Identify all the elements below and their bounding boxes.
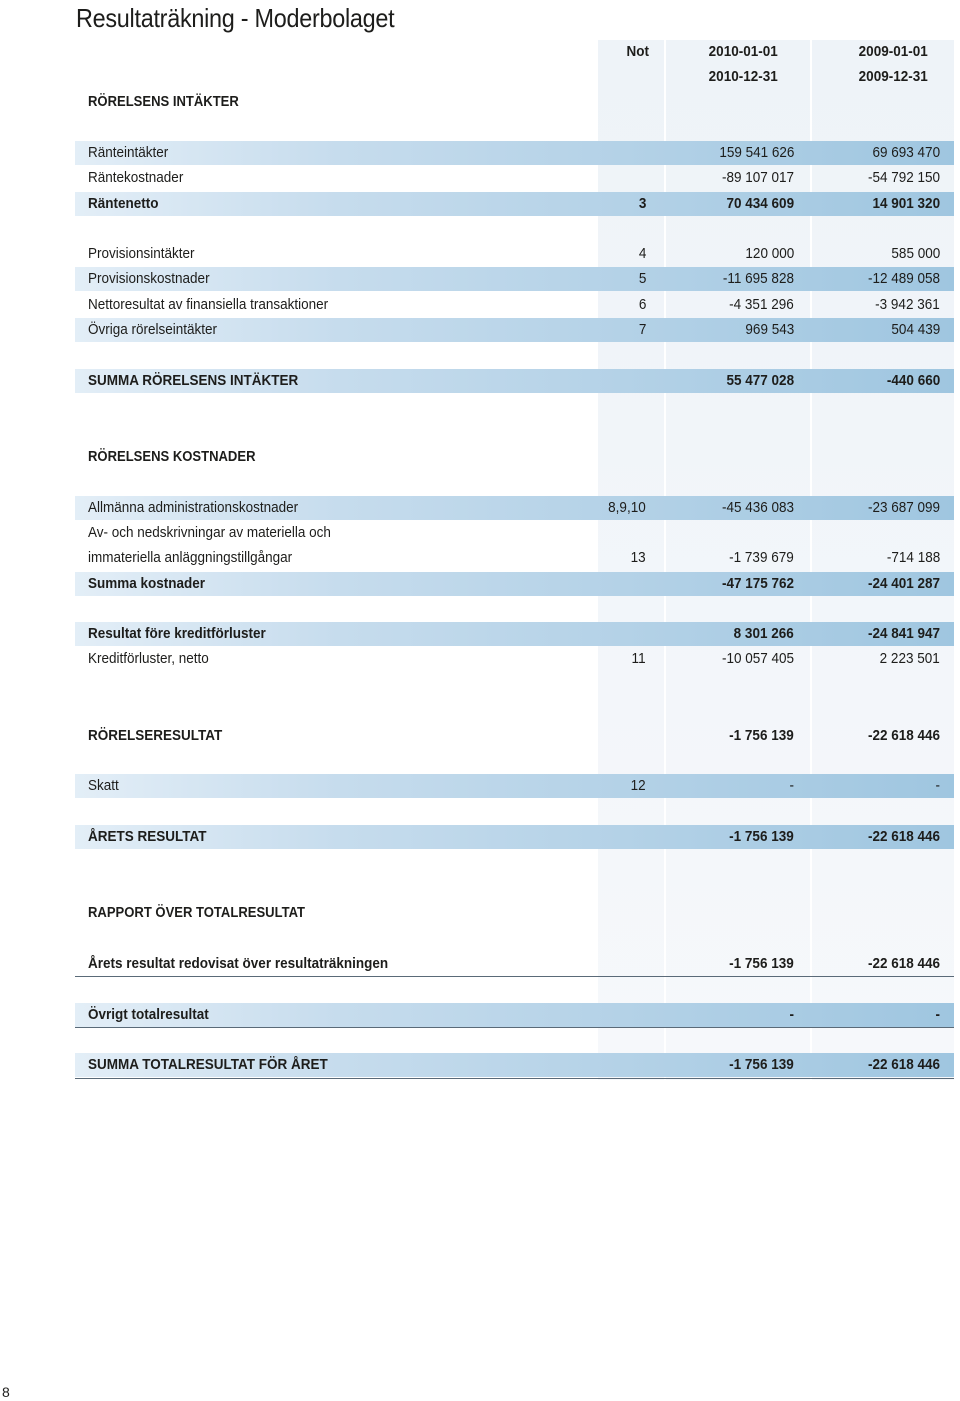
row-value-2010: 969 543 xyxy=(745,321,794,338)
row-note: 7 xyxy=(638,321,646,338)
table-row xyxy=(75,293,954,317)
row-value-2009: -22 618 446 xyxy=(867,828,940,845)
row-value-2010: - xyxy=(789,777,794,794)
table-row xyxy=(75,952,954,976)
table-row xyxy=(75,622,954,646)
row-label: RÖRELSERESULTAT xyxy=(88,727,223,744)
row-value-2009: 14 901 320 xyxy=(872,195,940,212)
row-value-2009: -22 618 446 xyxy=(867,955,940,972)
row-value-2010: 8 301 266 xyxy=(733,625,794,642)
row-label: Provisionsintäkter xyxy=(88,245,195,262)
header-2010-to: 2010-12-31 xyxy=(708,68,778,85)
section-rorelsens-intakter: RÖRELSENS INTÄKTER xyxy=(88,94,239,110)
table-row xyxy=(75,141,954,165)
row-value-2009: -12 489 058 xyxy=(867,270,940,287)
row-note: 12 xyxy=(630,777,646,794)
row-value-2010: -1 756 139 xyxy=(729,828,794,845)
row-value-2010: 70 434 609 xyxy=(726,195,794,212)
row-label: Kreditförluster, netto xyxy=(88,650,209,667)
row-value-2009: -54 792 150 xyxy=(867,169,940,186)
row-value-2010: -1 756 139 xyxy=(729,727,794,744)
row-value-2009: - xyxy=(935,777,940,794)
table-row xyxy=(75,496,954,520)
row-value-2009: -3 942 361 xyxy=(875,296,940,313)
table-row xyxy=(75,825,954,849)
row-note: 6 xyxy=(638,296,646,313)
table-row xyxy=(75,192,954,216)
table-row xyxy=(75,318,954,342)
row-value-2010: 120 000 xyxy=(745,245,794,262)
row-label: Ränteintäkter xyxy=(88,144,169,161)
row-label: Övriga rörelseintäkter xyxy=(88,321,218,338)
row-label: Nettoresultat av finansiella transaktioner xyxy=(88,296,329,313)
row-note: 8,9,10 xyxy=(608,499,646,516)
row-note: 4 xyxy=(638,245,646,262)
row-value-2010: 159 541 626 xyxy=(718,144,794,161)
header-2009-to: 2009-12-31 xyxy=(858,68,928,85)
row-label: SUMMA TOTALRESULTAT FÖR ÅRET xyxy=(88,1056,328,1073)
table-row xyxy=(75,724,954,748)
row-label: Provisionskostnader xyxy=(88,270,210,287)
row-value-2009: -24 841 947 xyxy=(867,625,940,642)
row-value-2009: - xyxy=(935,1006,940,1023)
row-value-2009: 69 693 470 xyxy=(872,144,940,161)
row-label: Summa kostnader xyxy=(88,575,206,592)
row-label: Av- och nedskrivningar av materiella och xyxy=(88,524,331,541)
separator xyxy=(75,1078,954,1079)
section-rorelsens-kostnader: RÖRELSENS KOSTNADER xyxy=(88,449,256,465)
row-value-2009: 585 000 xyxy=(891,245,940,262)
row-label: Årets resultat redovisat över resultaträkningen xyxy=(88,955,389,972)
row-value-2010: -45 436 083 xyxy=(721,499,794,516)
table-row xyxy=(75,546,954,570)
row-value-2009: -22 618 446 xyxy=(867,1056,940,1073)
header-not: Not xyxy=(626,43,649,60)
row-label: SUMMA RÖRELSENS INTÄKTER xyxy=(88,372,299,389)
header-2009-from: 2009-01-01 xyxy=(858,43,928,60)
row-value-2010: -47 175 762 xyxy=(721,575,794,592)
table-row xyxy=(75,267,954,291)
table-row xyxy=(75,521,954,545)
row-note: 5 xyxy=(638,270,646,287)
row-note: 13 xyxy=(630,549,646,566)
row-value-2010: -1 756 139 xyxy=(729,955,794,972)
separator xyxy=(75,1027,954,1028)
table-row xyxy=(75,647,954,671)
table-row xyxy=(75,166,954,190)
row-value-2010: -11 695 828 xyxy=(722,270,794,287)
row-value-2010: -10 057 405 xyxy=(721,650,794,667)
section-rapport-totalresultat: RAPPORT ÖVER TOTALRESULTAT xyxy=(88,905,306,921)
row-value-2010: -1 756 139 xyxy=(729,1056,794,1073)
row-label: Räntekostnader xyxy=(88,169,184,186)
table-row xyxy=(75,369,954,393)
row-value-2009: 504 439 xyxy=(891,321,940,338)
row-value-2009: 2 223 501 xyxy=(879,650,940,667)
page-number: 8 xyxy=(2,1384,10,1400)
row-value-2009: -714 188 xyxy=(886,549,940,566)
row-label: ÅRETS RESULTAT xyxy=(88,828,207,845)
row-value-2010: -89 107 017 xyxy=(721,169,794,186)
row-label: Allmänna administrationskostnader xyxy=(88,499,299,516)
table-row xyxy=(75,1053,954,1077)
row-value-2009: -440 660 xyxy=(886,372,940,389)
row-label: Övrigt totalresultat xyxy=(88,1006,209,1023)
header-2010-from: 2010-01-01 xyxy=(708,43,778,60)
table-row xyxy=(75,242,954,266)
table-row xyxy=(75,1003,954,1027)
row-value-2010: 55 477 028 xyxy=(726,372,794,389)
row-label: immateriella anläggningstillgångar xyxy=(88,549,293,566)
row-label: Räntenetto xyxy=(88,195,159,212)
table-row xyxy=(75,774,954,798)
row-value-2009: -23 687 099 xyxy=(867,499,940,516)
row-note: 11 xyxy=(631,650,646,667)
row-value-2009: -24 401 287 xyxy=(867,575,940,592)
table-row xyxy=(75,572,954,596)
row-value-2009: -22 618 446 xyxy=(867,727,940,744)
separator xyxy=(75,976,954,977)
row-value-2010: - xyxy=(789,1006,794,1023)
row-label: Skatt xyxy=(88,777,119,794)
row-value-2010: -4 351 296 xyxy=(729,296,794,313)
page-title: Resultaträkning - Moderbolaget xyxy=(76,3,395,33)
row-value-2010: -1 739 679 xyxy=(729,549,794,566)
row-label: Resultat före kreditförluster xyxy=(88,625,266,642)
row-note: 3 xyxy=(638,195,646,212)
